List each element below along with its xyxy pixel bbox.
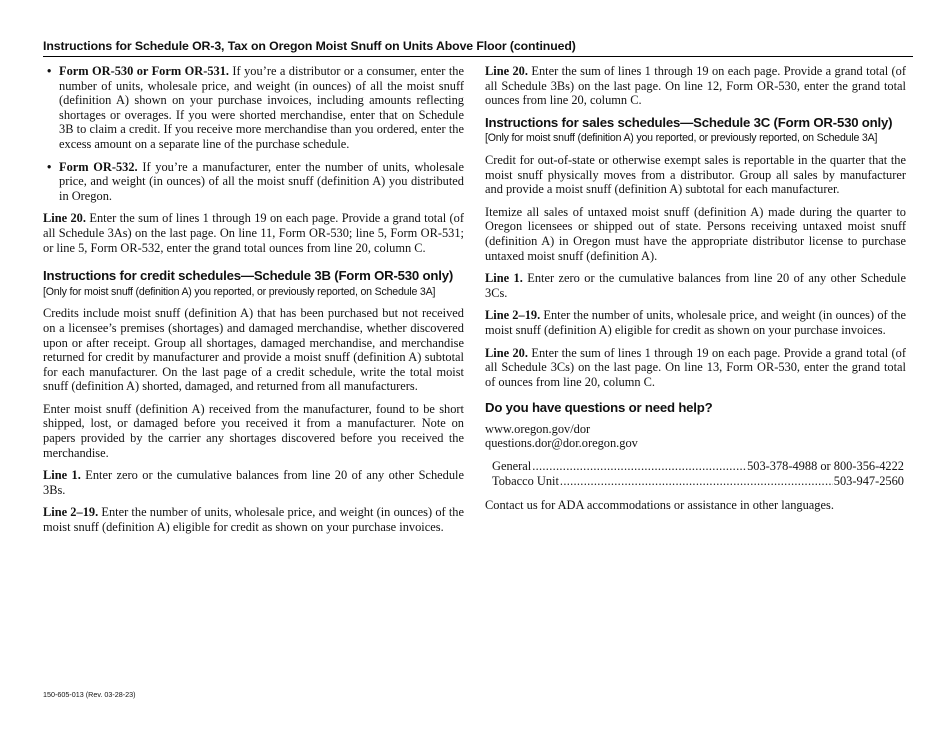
line-text: Enter the sum of lines 1 through 19 on each page. Provide a grand total (of all Schedule 3Bs) on the last page. On line 12, Form OR-530, enter the grand total ounces from line 20, column C. [485,64,907,108]
credit-paragraph-1: Credits include moist snuff (definition A) that has been purchased but not received on a licensee’s premises (shortages) and damaged merchandise, whether discovered upon or after receipt. Group all shortages, damaged merchandise, and merchandise returned for credit by manufacturer and provide a moist snuff (definition A) subtotal for each manufacturer. On the last page of a credit schedule, write the total moist snuff (definition A) shorted, damaged, and returned from all manufacturers. [43,306,464,394]
schedule-3b-line-20 [485,64,906,108]
help-heading: Do you have questions or need help? [485,400,713,416]
line-label: Line 1. [43,468,81,483]
schedule-3c-line-2-19 [485,308,906,337]
credit-paragraph-2: Enter moist snuff (definition A) received from the manufacturer, found to be short shipped, lost, or damaged before you received it from a manufacturer. Note on papers provided by the carrier any shortages discovered before you received the merchandise. [43,401,464,460]
sales-paragraph-2: Itemize all sales of untaxed moist snuff (definition A) made during the quarter to Oregon licensees or shipped out of state. Persons receiving untaxed moist snuff (definition A) in Oregon must have the appropriate distributor license to purchase untaxed moist snuff (definition A). [485,204,906,263]
line-label: Line 20. [485,64,528,78]
bullet-text: If you’re a distributor or a consumer, enter the number of units, wholesale price, and weight (in ounces) of all the moist snuff (definition A) shown on your purchase invoices, including amounts reflecting shortages or overages. If you were shorted merchandise, enter that on Schedule 3B to claim a credit. If you receive more merchandise than you ordered, enter the excess amount on a separate line of the purchase schedule. [59,64,464,151]
phone-number: 503-378-4988 or 800-356-4222 [747,459,904,474]
phone-row-general [492,459,904,474]
bullet-label: Form OR-530 or Form OR-531. [59,64,230,78]
phone-label: Tobacco Unit [492,473,559,488]
credit-schedules-note: [Only for moist snuff (definition A) you reported, or previously reported, on Schedule 3A] [43,285,436,298]
schedule-3c-line-20 [485,346,906,390]
line-text: Enter the number of units, wholesale price, and weight (in ounces) of the moist snuff (definition A) eligible for credit as shown on your purchase invoices. [43,505,464,535]
ada-contact-note: Contact us for ADA accommodations or assistance in other languages. [485,498,834,513]
form-revision-code: 150-605-013 (Rev. 03-28-23) [43,690,136,699]
dot-leader [560,474,833,489]
line-label: Line 20. [43,211,86,226]
bullet-form-or530-or531 [43,64,464,152]
credit-schedules-heading: Instructions for credit schedules—Schedule 3B (Form OR-530 only) [43,268,454,284]
line-text: Enter the number of units, wholesale price, and weight (in ounces) of the moist snuff (definition A) eligible for credit as shown on your purchase invoices. [485,308,906,337]
form-bullet-list [43,64,464,203]
schedule-3a-line-20 [43,211,464,255]
bullet-form-or532 [43,160,464,204]
line-text: Enter zero or the cumulative balances from line 20 of any other Schedule 3Bs. [43,468,464,497]
line-label: Line 20. [485,345,528,360]
line-text: Enter the sum of lines 1 through 19 on each page. Provide a grand total (of all Schedule 3As) on the last page. On line 11, Form OR-530; line 5, Form OR-531; or line 5, Form OR-532, enter the grand total ounces from line 20, column C. [43,211,465,255]
left-column [43,64,464,543]
website-link[interactable]: www.oregon.gov/dor [485,421,591,436]
phone-number: 503-947-2560 [833,473,904,488]
bullet-icon: • [47,64,52,78]
phone-row-tobacco-unit [492,474,904,489]
phone-list [492,459,904,488]
line-text: Enter zero or the cumulative balances from line 20 of any other Schedule 3Cs. [485,271,906,300]
line-label: Line 2–19. [43,505,99,520]
bullet-icon: • [47,159,52,174]
schedule-3c-line-1 [485,271,906,300]
schedule-3b-line-1 [43,468,464,497]
sales-paragraph-1: Credit for out-of-state or otherwise exempt sales is reportable in the quarter that the moist snuff physically moves from a distributor. Group all sales by manufacturer and provide a moist snuff (definition A) subtotal for each manufacturer. [485,152,906,197]
dot-leader [532,459,746,474]
sales-schedules-heading: Instructions for sales schedules—Schedule 3C (Form OR-530 only) [485,114,893,130]
page-title: Instructions for Schedule OR-3, Tax on Oregon Moist Snuff on Units Above Floor (continued) [43,39,913,57]
line-label: Line 2–19. [485,308,541,323]
schedule-3b-line-2-19 [43,505,464,534]
bullet-label: Form OR-532. [59,159,138,174]
bullet-text: If you’re a manufacturer, enter the number of units, wholesale price, and weight (in ounces) of all the moist snuff (definition A) you distributed in Oregon. [59,159,464,203]
line-text: Enter the sum of lines 1 through 19 on each page. Provide a grand total (of all Schedule 3Cs) on the last page. On line 13, Form OR-530, enter the grand total of ounces from line 20, column C. [485,345,907,389]
email-link[interactable]: questions.dor@dor.oregon.gov [485,436,638,451]
sales-schedules-note: [Only for moist snuff (definition A) you reported, or previously reported, on Schedule 3A] [485,132,878,145]
phone-label: General [492,459,532,474]
line-label: Line 1. [485,271,523,286]
right-column [485,64,906,513]
